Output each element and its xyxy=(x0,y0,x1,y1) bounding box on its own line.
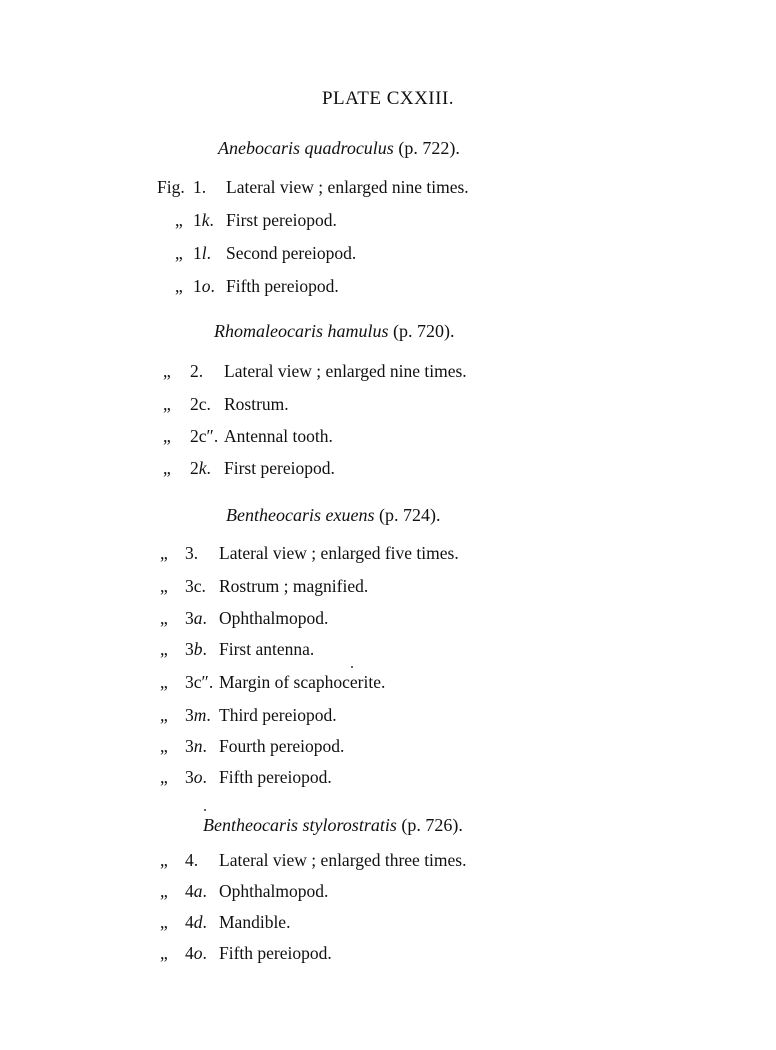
figure-prefix: „ xyxy=(160,943,168,963)
figure-number xyxy=(185,704,211,726)
figure-prefix: „ xyxy=(175,243,183,263)
section-heading xyxy=(226,505,440,526)
figure-number-period: . xyxy=(193,543,199,563)
figure-number-suffix: l xyxy=(201,243,207,263)
figure-description: Ophthalmopod. xyxy=(219,881,329,901)
figure-number-digit: 2 xyxy=(190,361,199,381)
figure-description: Fifth pereiopod. xyxy=(219,767,332,787)
figure-description: Mandible. xyxy=(219,912,291,932)
figure-number-digit: 2 xyxy=(190,458,199,478)
figure-number xyxy=(185,575,206,597)
page-reference: (p. 720). xyxy=(388,321,455,341)
figure-prefix: „ xyxy=(160,881,168,901)
figure-number-period: . xyxy=(213,426,219,446)
figure-prefix: „ xyxy=(160,543,168,563)
figure-description: Margin of scaphocerite. xyxy=(219,672,386,692)
figure-number-suffix: a xyxy=(193,881,203,901)
figure-description: First pereiopod. xyxy=(226,210,337,230)
figure-description: Ophthalmopod. xyxy=(219,608,329,628)
figure-number-digit: 3 xyxy=(185,608,194,628)
figure-number-digit: 4 xyxy=(185,943,194,963)
figure-number xyxy=(185,849,198,871)
figure-number xyxy=(185,766,207,788)
figure-prefix: „ xyxy=(175,210,183,230)
figure-description: Rostrum. xyxy=(224,394,289,414)
section-heading xyxy=(203,815,463,836)
figure-number-period: . xyxy=(210,276,215,296)
figure-description: Fifth pereiopod. xyxy=(219,943,332,963)
figure-number-period: . xyxy=(206,458,211,478)
figure-number-digit: 3 xyxy=(185,767,194,787)
figure-number-period: . xyxy=(201,576,206,596)
figure-number xyxy=(190,425,218,447)
figure-number xyxy=(185,880,207,902)
figure-prefix: „ xyxy=(175,276,183,296)
figure-description: Third pereiopod. xyxy=(219,705,337,725)
figure-number-suffix: o xyxy=(193,943,203,963)
figure-number xyxy=(185,942,207,964)
species-name: Anebocaris quadroculus xyxy=(218,138,394,158)
figure-prefix: „ xyxy=(160,639,168,659)
figure-number-suffix: k xyxy=(201,210,210,230)
figure-description: Fourth pereiopod. xyxy=(219,736,345,756)
figure-number-period: . xyxy=(208,672,214,692)
figure-description: Second pereiopod. xyxy=(226,243,357,263)
figure-prefix: „ xyxy=(163,361,171,381)
figure-number-suffix: b xyxy=(193,639,203,659)
figure-number-digit: 1 xyxy=(193,210,202,230)
figure-number-period: . xyxy=(198,361,204,381)
figure-prefix: „ xyxy=(163,426,171,446)
figure-number-period: . xyxy=(209,210,214,230)
figure-description: Lateral view ; enlarged nine times. xyxy=(226,177,469,197)
species-name: Bentheocaris stylorostratis xyxy=(203,815,397,835)
figure-number-period: . xyxy=(202,943,207,963)
figure-number xyxy=(185,911,207,933)
figure-number-period: . xyxy=(201,177,207,197)
section-heading xyxy=(218,138,460,159)
figure-number-suffix: m xyxy=(193,705,207,725)
figure-number-suffix: a xyxy=(193,608,203,628)
figure-number-suffix: o xyxy=(193,767,203,787)
figure-prefix: „ xyxy=(160,608,168,628)
figure-prefix: „ xyxy=(163,394,171,414)
figure-number-period: . xyxy=(206,243,211,263)
figure-number-suffix: o xyxy=(201,276,211,296)
figure-description: Lateral view ; enlarged three times. xyxy=(219,850,467,870)
figure-number-digit: 3 xyxy=(185,705,194,725)
figure-number-period: . xyxy=(202,767,207,787)
figure-number xyxy=(193,242,211,264)
figure-prefix: „ xyxy=(160,912,168,932)
figure-number xyxy=(185,671,213,693)
figure-number xyxy=(185,607,207,629)
figure-number-digit: 2c″ xyxy=(190,426,214,446)
figure-number-digit: 4 xyxy=(185,881,194,901)
figure-number xyxy=(190,457,211,479)
figure-number-digit: 3 xyxy=(185,543,194,563)
figure-number-period: . xyxy=(193,850,199,870)
figure-number-digit: 3 xyxy=(185,736,194,756)
print-speck xyxy=(351,666,353,668)
figure-number-digit: 1 xyxy=(193,276,202,296)
page-reference: (p. 724). xyxy=(374,505,441,525)
species-name: Rhomaleocaris hamulus xyxy=(214,321,389,341)
figure-description: Rostrum ; magnified. xyxy=(219,576,369,596)
figure-prefix: „ xyxy=(160,705,168,725)
figure-prefix: „ xyxy=(160,672,168,692)
figure-number-period: . xyxy=(202,639,207,659)
figure-number-period: . xyxy=(202,881,207,901)
figure-number xyxy=(185,735,207,757)
figure-description: Fifth pereiopod. xyxy=(226,276,339,296)
figure-number-digit: 3 xyxy=(185,639,194,659)
figure-number-suffix: d xyxy=(193,912,203,932)
figure-description: First antenna. xyxy=(219,639,315,659)
print-speck xyxy=(204,809,206,811)
section-heading xyxy=(214,321,455,342)
figure-prefix: „ xyxy=(160,736,168,756)
figure-number-period: . xyxy=(206,394,211,414)
figure-description: Lateral view ; enlarged five times. xyxy=(219,543,459,563)
figure-number xyxy=(193,209,214,231)
figure-number-period: . xyxy=(202,608,207,628)
page-reference: (p. 726). xyxy=(396,815,463,835)
figure-prefix: „ xyxy=(160,850,168,870)
figure-number-digit: 4 xyxy=(185,912,194,932)
figure-number-digit: 3c″ xyxy=(185,672,209,692)
figure-number xyxy=(190,360,203,382)
figure-number-digit: 1 xyxy=(193,243,202,263)
plate-title: PLATE CXXIII. xyxy=(321,88,455,109)
figure-prefix: „ xyxy=(163,458,171,478)
figure-number-suffix: k xyxy=(198,458,207,478)
figure-number-digit: 1 xyxy=(193,177,202,197)
figure-number-digit: 2c xyxy=(190,394,207,414)
figure-description: Antennal tooth. xyxy=(224,426,333,446)
figure-prefix: Fig. xyxy=(157,177,185,197)
page-reference: (p. 722). xyxy=(393,138,460,158)
figure-number-digit: 3c xyxy=(185,576,202,596)
figure-description: First pereiopod. xyxy=(224,458,335,478)
species-name: Bentheocaris exuens xyxy=(226,505,375,525)
figure-number-period: . xyxy=(206,705,211,725)
figure-description: Lateral view ; enlarged nine times. xyxy=(224,361,467,381)
figure-prefix: „ xyxy=(160,767,168,787)
figure-number xyxy=(193,176,206,198)
figure-number-period: . xyxy=(202,736,207,756)
figure-prefix: „ xyxy=(160,576,168,596)
figure-number-digit: 4 xyxy=(185,850,194,870)
figure-number xyxy=(185,542,198,564)
figure-number-suffix: n xyxy=(193,736,203,756)
figure-number xyxy=(193,275,215,297)
figure-number xyxy=(190,393,211,415)
figure-number xyxy=(185,638,207,660)
figure-number-period: . xyxy=(202,912,207,932)
